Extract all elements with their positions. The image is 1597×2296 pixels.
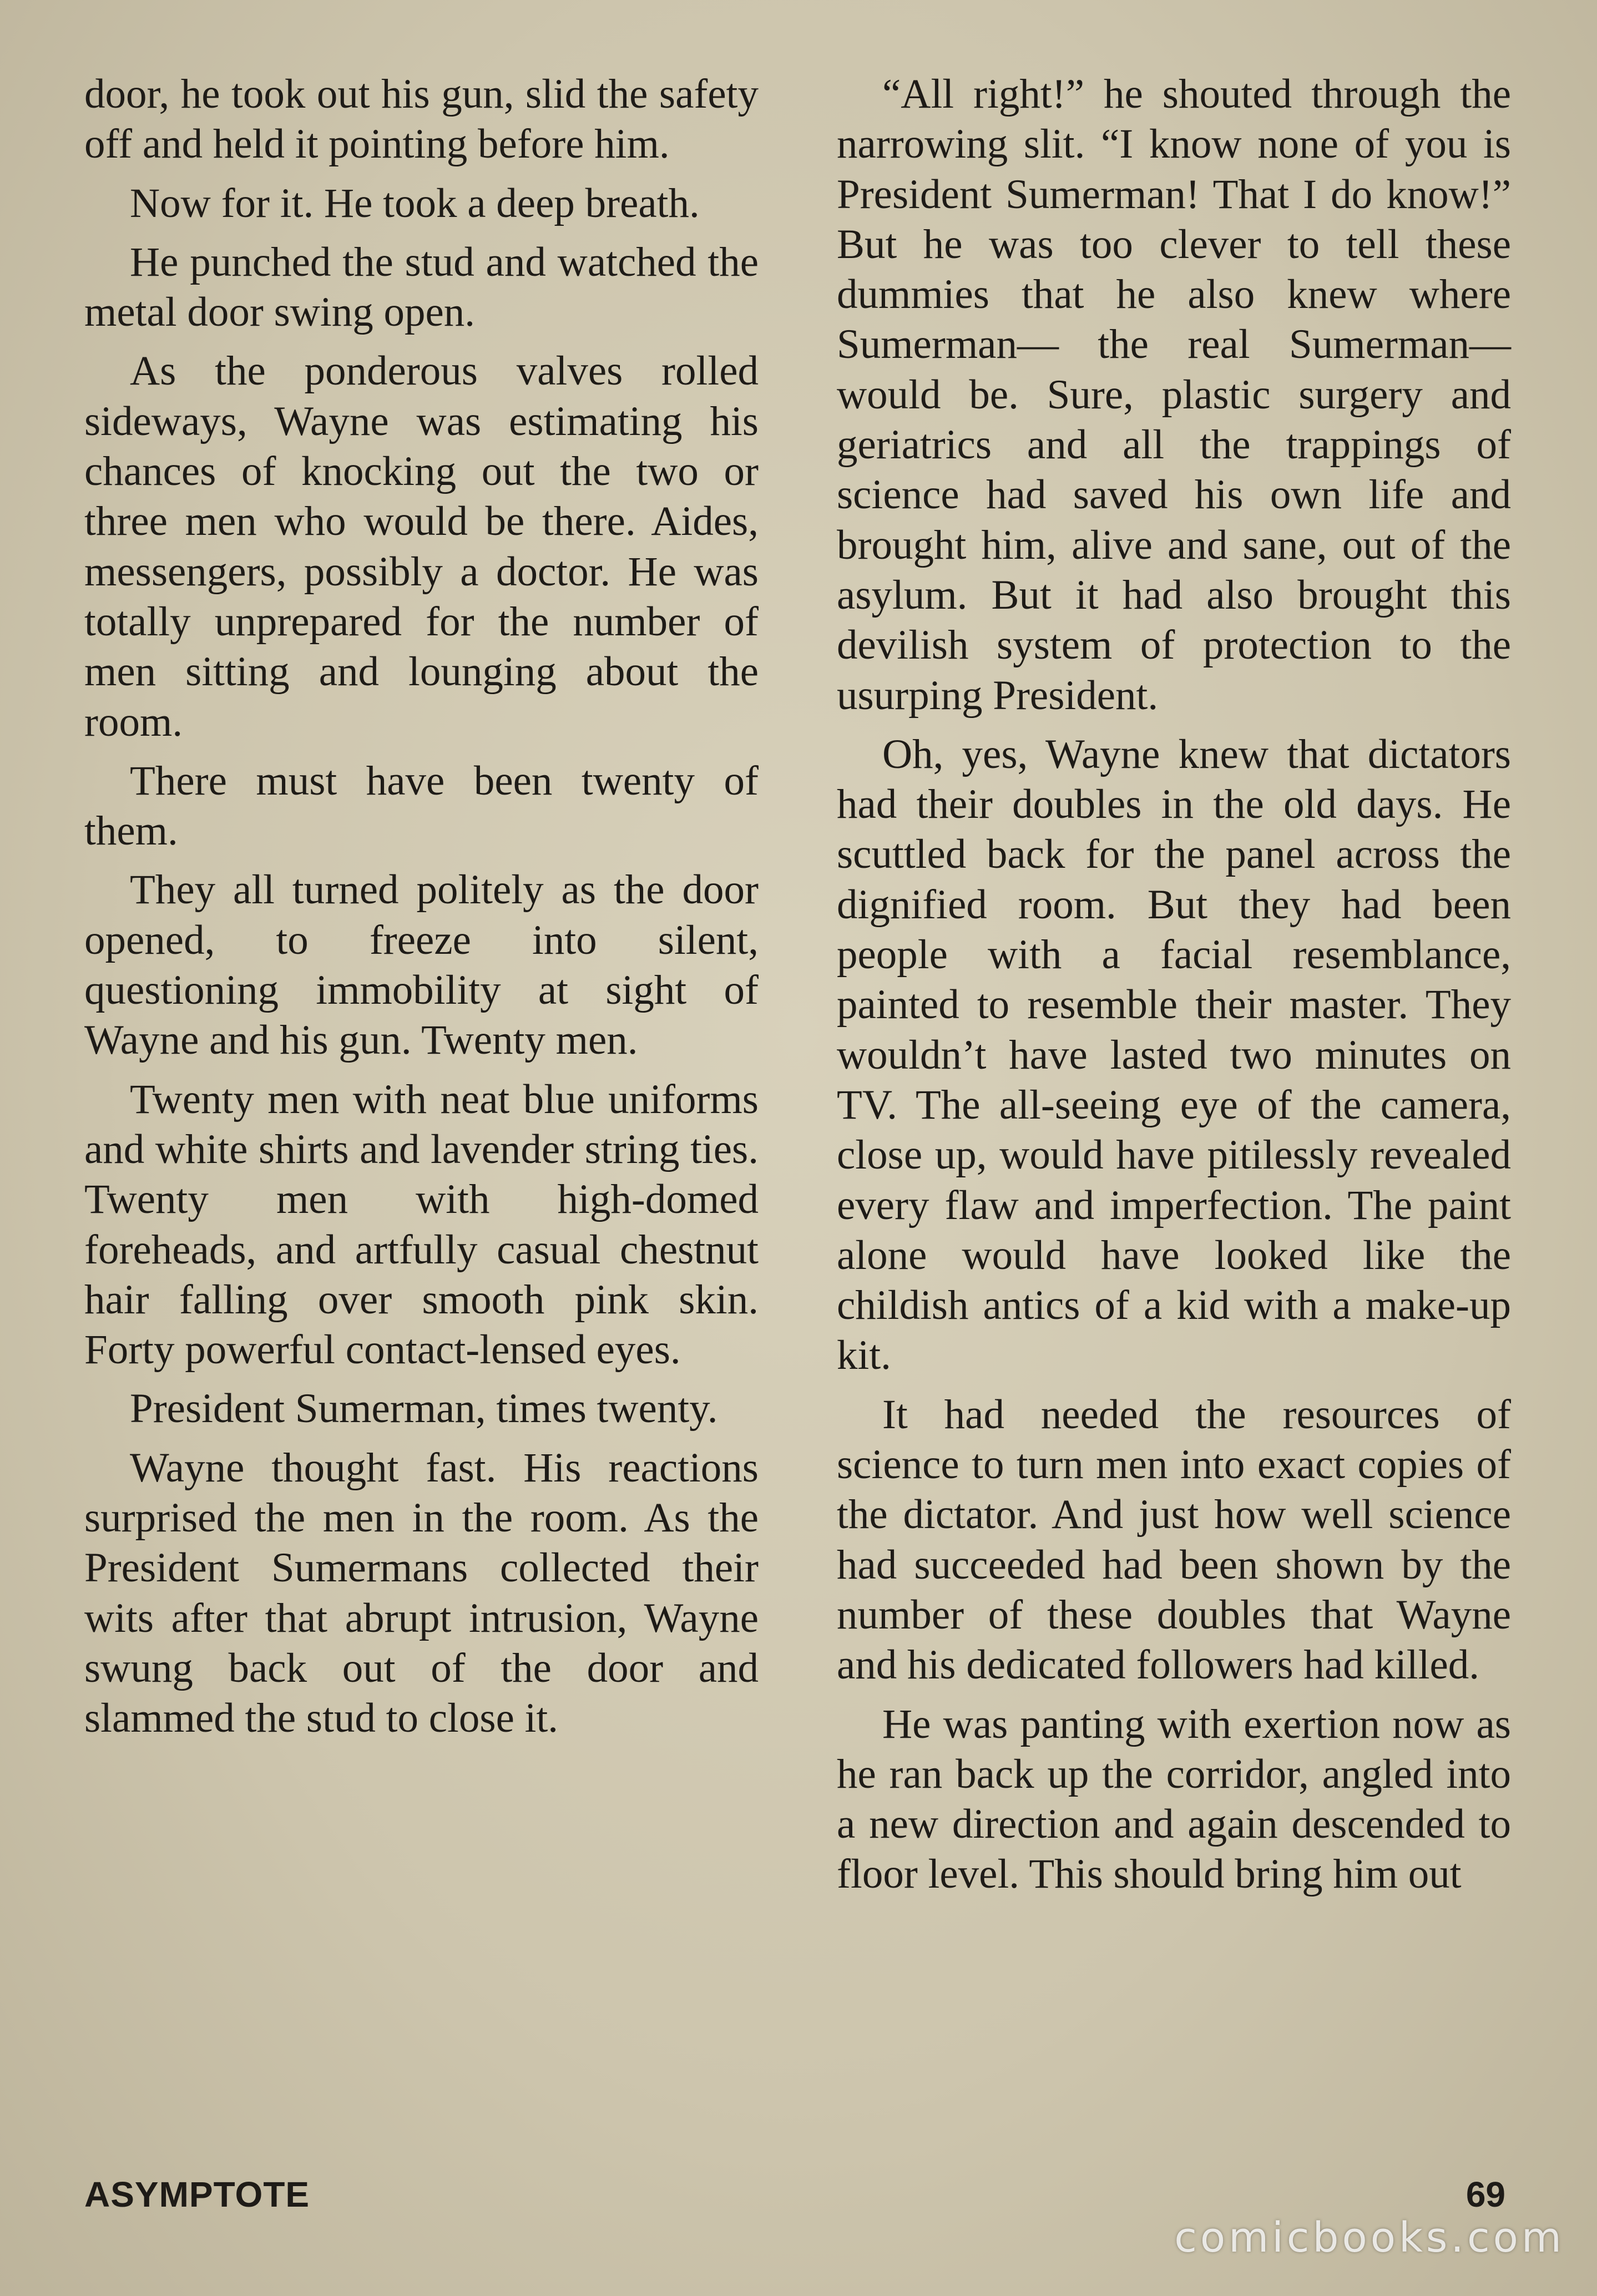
paragraph: He was panting with exertion now as he ran back up the corridor, angled into a new direction and again descended to floor level. This should bring him out — [837, 1701, 1511, 1898]
watermark: comicbooks.com — [1174, 2214, 1565, 2262]
paragraph: As the ponderous valves rolled sideways, Wayne was estimating his chances of knocking out the two or three men who would be there. Aides, messengers, possibly a doctor. He was totally unprepared for the number of men sitting and lounging about the room. — [84, 348, 759, 745]
paragraph: There must have been twenty of them. — [84, 757, 759, 854]
paragraph: Wayne thought fast. His reactions surprised the men in the room. As the President Sumermans collected their wits after that abrupt intrusion, Wayne swung back out of the door and slammed the stud to close it. — [84, 1444, 759, 1742]
paragraph: Now for it. He took a deep breath. — [130, 180, 700, 226]
paragraph: They all turned politely as the door opened, to freeze into silent, questioning immobility at sight of Wayne and his gun. Twenty men. — [84, 867, 759, 1064]
right-text-column — [837, 69, 1511, 1909]
paragraph: Twenty men with neat blue uniforms and white shirts and lavender string ties. Twenty men with high-domed foreheads, and artfully casual chestnut hair falling over smooth pink skin. Forty powerful contact-lensed eyes. — [84, 1076, 759, 1373]
paragraph: President Sumerman, times twenty. — [130, 1385, 718, 1432]
paragraph: “All right!” he shouted through the narrowing slit. “I know none of you is President Sumerman! That I do know!” But he was too clever to tell these dummies that he also knew where Sumerman— the real Sumerman—would be. Sure, plastic surgery and geriatrics and all the trappings of science had saved his own life and brought him, alive and sane, out of the asylum. But it had also brought this devilish system of protection to the usurping President. — [837, 71, 1511, 719]
left-text-column — [84, 69, 759, 1753]
page-number: 69 — [1465, 2174, 1505, 2214]
paragraph: It had needed the resources of science to turn men into exact copies of the dictator. And just how well science had succeeded had been shown by the number of these doubles that Wayne and his dedicated followers had killed. — [837, 1391, 1511, 1688]
paragraph: He punched the stud and watched the metal door swing open. — [84, 239, 759, 336]
running-title: ASYMPTOTE — [84, 2174, 310, 2214]
paragraph-continued: door, he took out his gun, slid the safety off and held it pointing before him. — [84, 71, 759, 168]
paragraph: Oh, yes, Wayne knew that dictators had their doubles in the old days. He scuttled back for the panel across the dignified room. But they had been people with a facial resemblance, painted to resemble their master. They wouldn’t have lasted two minutes on TV. The all-seeing eye of the camera, close up, would have pitilessly revealed every flaw and imperfection. The paint alone would have looked like the childish antics of a kid with a make-up kit. — [837, 731, 1511, 1379]
